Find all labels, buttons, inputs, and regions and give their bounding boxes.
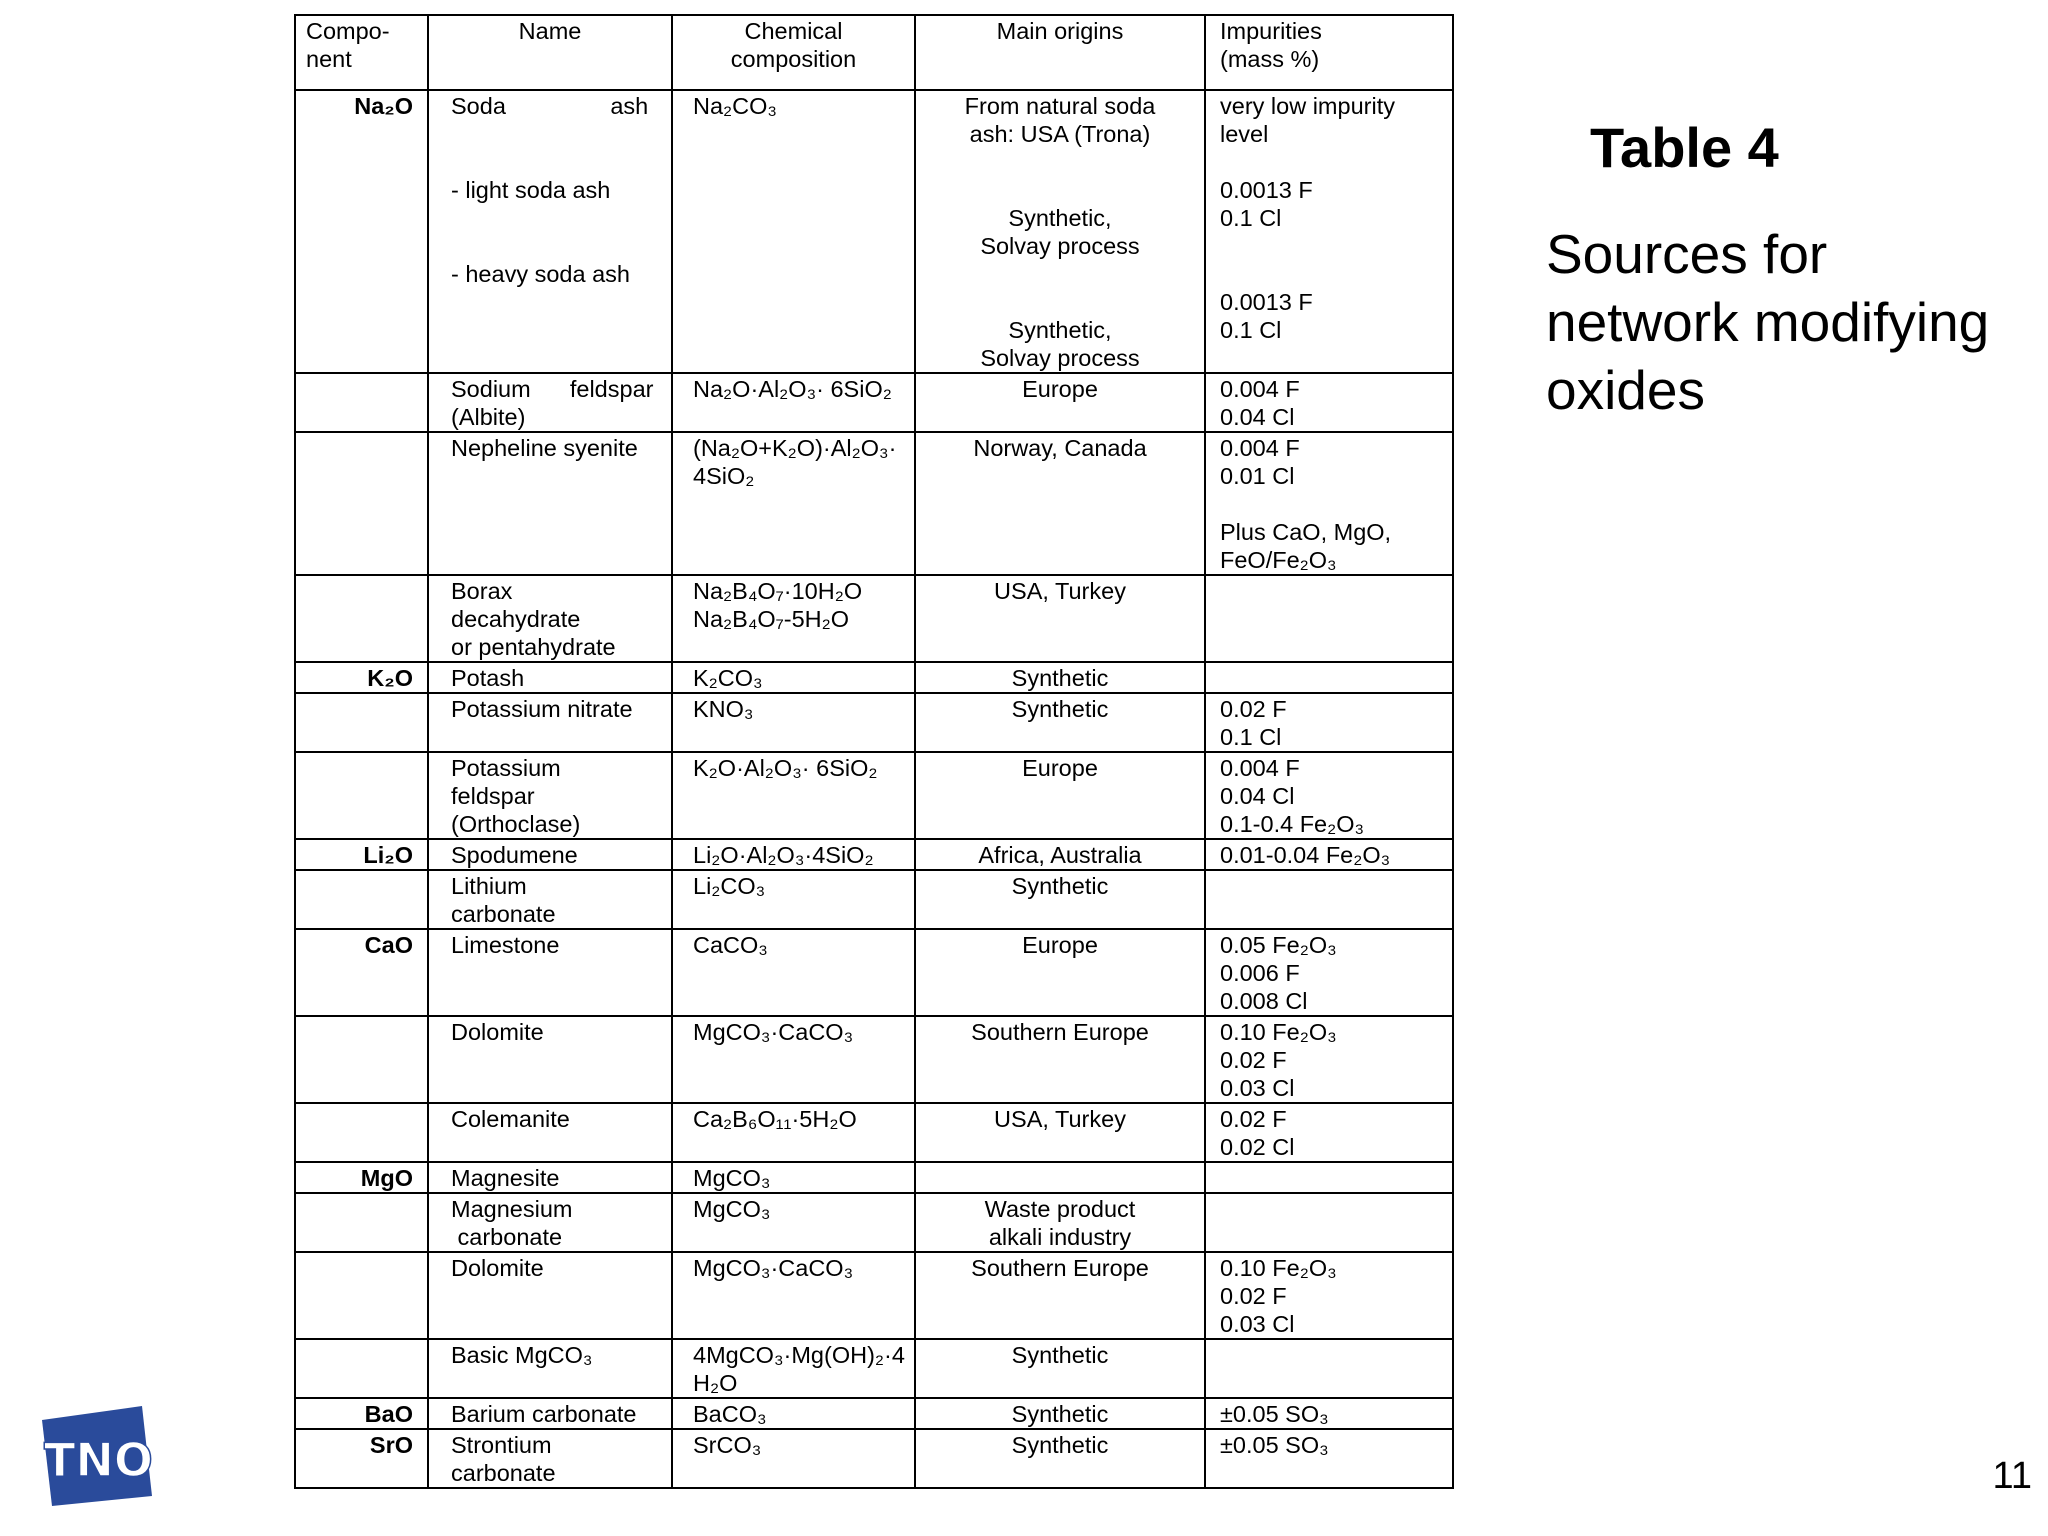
cell-line: very low impurity bbox=[1220, 93, 1395, 119]
cell-line: MgCO₃·CaCO₃ bbox=[693, 1019, 854, 1045]
cell-line: Ca₂B₆O₁₁·5H₂O bbox=[693, 1106, 857, 1132]
cell-line: or pentahydrate bbox=[451, 634, 616, 660]
origins-cell bbox=[915, 373, 1205, 432]
component-cell bbox=[295, 373, 428, 432]
cell-line: (Na₂O+K₂O)·Al₂O₃· bbox=[693, 435, 897, 461]
origins-cell bbox=[915, 1252, 1205, 1339]
cell-line: Solvay process bbox=[980, 345, 1140, 371]
table-row bbox=[295, 1193, 1453, 1252]
table-row bbox=[295, 1162, 1453, 1193]
header-chemical-composition: Chemical composition bbox=[672, 15, 915, 90]
cell-line: carbonate bbox=[451, 1460, 556, 1486]
cell-line bbox=[451, 120, 661, 148]
cell-line: 0.01-0.04 Fe₂O₃ bbox=[1220, 842, 1391, 868]
origins-cell bbox=[915, 1193, 1205, 1252]
origins-cell bbox=[915, 662, 1205, 693]
cell-line: H₂O bbox=[693, 1370, 738, 1396]
cell-line: Basic MgCO₃ bbox=[451, 1342, 593, 1368]
impurities-cell bbox=[1205, 1252, 1453, 1339]
cell-line: 0.04 Cl bbox=[1220, 404, 1295, 430]
name-cell bbox=[428, 432, 672, 575]
cell-line: 0.04 Cl bbox=[1220, 783, 1295, 809]
cell-line: 0.1 Cl bbox=[1220, 205, 1282, 231]
cell-line: - heavy soda ash bbox=[451, 261, 630, 287]
component-cell bbox=[295, 1429, 428, 1488]
cell-line: 4SiO₂ bbox=[693, 463, 755, 489]
table-row bbox=[295, 575, 1453, 662]
cell-line bbox=[451, 232, 661, 260]
cell-line: 0.01 Cl bbox=[1220, 463, 1295, 489]
cell-line: carbonate bbox=[451, 1224, 563, 1250]
cell-line: - light soda ash bbox=[451, 177, 611, 203]
cell-line bbox=[1220, 490, 1442, 518]
name-cell bbox=[428, 1016, 672, 1103]
chemical-cell bbox=[672, 1429, 915, 1488]
table-row bbox=[295, 693, 1453, 752]
cell-line: 0.02 F bbox=[1220, 1047, 1287, 1073]
table-row bbox=[295, 1339, 1453, 1398]
cell-line: Dolomite bbox=[451, 1255, 544, 1281]
component-cell bbox=[295, 1398, 428, 1429]
cell-text: SrO bbox=[369, 1432, 413, 1458]
table-body bbox=[295, 90, 1453, 1488]
header-impurities: Impurities (mass %) bbox=[1205, 15, 1453, 90]
cell-line: Lithium bbox=[451, 873, 527, 899]
table-row bbox=[295, 662, 1453, 693]
table-row bbox=[295, 870, 1453, 929]
cell-line: Na₂O·Al₂O₃· 6SiO₂ bbox=[693, 376, 892, 402]
impurities-cell bbox=[1205, 1162, 1453, 1193]
cell-text: BaO bbox=[364, 1401, 413, 1427]
chemical-cell bbox=[672, 839, 915, 870]
table-row bbox=[295, 1016, 1453, 1103]
cell-line: Synthetic bbox=[1011, 1432, 1109, 1458]
cell-line: Na₂B₄O₇-5H₂O bbox=[693, 606, 850, 632]
cell-line: Synthetic, bbox=[1008, 205, 1112, 231]
chemical-cell bbox=[672, 575, 915, 662]
cell-line: 4MgCO₃·Mg(OH)₂·4 bbox=[693, 1342, 905, 1368]
cell-line bbox=[1220, 232, 1442, 260]
cell-line bbox=[451, 204, 661, 232]
name-cell bbox=[428, 1398, 672, 1429]
cell-line: Southern Europe bbox=[971, 1255, 1149, 1281]
impurities-cell bbox=[1205, 575, 1453, 662]
table-row bbox=[295, 90, 1453, 373]
table-row bbox=[295, 752, 1453, 839]
cell-line: MgCO₃ bbox=[693, 1165, 771, 1191]
cell-line: Spodumene bbox=[451, 842, 578, 868]
chemical-cell bbox=[672, 1339, 915, 1398]
cell-line: Magnesium bbox=[451, 1196, 573, 1222]
impurities-cell bbox=[1205, 693, 1453, 752]
impurities-cell bbox=[1205, 929, 1453, 1016]
cell-line: SrCO₃ bbox=[693, 1432, 762, 1458]
table-row bbox=[295, 1429, 1453, 1488]
cell-line: alkali industry bbox=[988, 1224, 1132, 1250]
name-cell bbox=[428, 693, 672, 752]
table-row bbox=[295, 1252, 1453, 1339]
cell-line: feldspar bbox=[451, 783, 535, 809]
cell-line: K₂O·Al₂O₃· 6SiO₂ bbox=[693, 755, 878, 781]
cell-line: 0.10 Fe₂O₃ bbox=[1220, 1255, 1337, 1281]
chemical-cell bbox=[672, 929, 915, 1016]
cell-line: 0.02 F bbox=[1220, 1283, 1287, 1309]
cell-line: USA, Turkey bbox=[994, 578, 1126, 604]
header-component: Compo- nent bbox=[295, 15, 428, 90]
sources-table bbox=[294, 14, 1454, 1489]
component-cell bbox=[295, 870, 428, 929]
header-name: Name bbox=[428, 15, 672, 90]
cell-text: MgO bbox=[360, 1165, 413, 1191]
page-number: 11 bbox=[1992, 1455, 2032, 1497]
component-cell bbox=[295, 752, 428, 839]
cell-line: Na₂CO₃ bbox=[693, 93, 777, 119]
origins-cell bbox=[915, 870, 1205, 929]
component-cell bbox=[295, 90, 428, 373]
cell-line: Synthetic, bbox=[1008, 317, 1112, 343]
chemical-cell bbox=[672, 870, 915, 929]
origins-cell bbox=[915, 432, 1205, 575]
cell-line: carbonate bbox=[451, 901, 556, 927]
cell-line: 0.02 F bbox=[1220, 696, 1287, 722]
impurities-cell bbox=[1205, 1429, 1453, 1488]
cell-line: 0.1 Cl bbox=[1220, 317, 1282, 343]
chemical-cell bbox=[672, 1252, 915, 1339]
cell-line: 0.006 F bbox=[1220, 960, 1300, 986]
chemical-cell bbox=[672, 1103, 915, 1162]
cell-line bbox=[1220, 148, 1442, 176]
impurities-cell bbox=[1205, 432, 1453, 575]
component-cell bbox=[295, 432, 428, 575]
cell-line: 0.05 Fe₂O₃ bbox=[1220, 932, 1337, 958]
chemical-cell bbox=[672, 432, 915, 575]
name-cell bbox=[428, 1429, 672, 1488]
cell-line: ash: USA (Trona) bbox=[969, 121, 1151, 147]
component-cell bbox=[295, 1193, 428, 1252]
component-cell bbox=[295, 929, 428, 1016]
chemical-cell bbox=[672, 693, 915, 752]
cell-line: Synthetic bbox=[1011, 665, 1109, 691]
name-cell bbox=[428, 1339, 672, 1398]
origins-cell bbox=[915, 90, 1205, 373]
slide-subtitle: Sources for network modifying oxides bbox=[1546, 223, 1990, 421]
cell-line: 0.008 Cl bbox=[1220, 988, 1308, 1014]
cell-line: Solvay process bbox=[980, 233, 1140, 259]
cell-line: 0.1-0.4 Fe₂O₃ bbox=[1220, 811, 1365, 837]
cell-line: Strontium bbox=[451, 1432, 552, 1458]
name-cell bbox=[428, 1252, 672, 1339]
table-row bbox=[295, 1398, 1453, 1429]
cell-line: Na₂B₄O₇·10H₂O bbox=[693, 578, 863, 604]
cell-line: FeO/Fe₂O₃ bbox=[1220, 547, 1337, 573]
cell-line bbox=[926, 260, 1194, 288]
cell-line: Potassium nitrate bbox=[451, 696, 633, 722]
cell-line: From natural soda bbox=[964, 93, 1156, 119]
cell-line: Europe bbox=[1022, 755, 1098, 781]
origins-cell bbox=[915, 693, 1205, 752]
component-cell bbox=[295, 1103, 428, 1162]
cell-line: Waste product bbox=[984, 1196, 1136, 1222]
chemical-cell bbox=[672, 1016, 915, 1103]
name-cell bbox=[428, 1193, 672, 1252]
origins-cell bbox=[915, 929, 1205, 1016]
cell-line: Synthetic bbox=[1011, 696, 1109, 722]
cell-line bbox=[926, 176, 1194, 204]
cell-line: Colemanite bbox=[451, 1106, 570, 1132]
table-row bbox=[295, 1103, 1453, 1162]
component-cell bbox=[295, 1016, 428, 1103]
cell-text: Na₂O bbox=[354, 93, 413, 119]
name-cell bbox=[428, 1162, 672, 1193]
origins-cell bbox=[915, 1429, 1205, 1488]
cell-line: MgCO₃·CaCO₃ bbox=[693, 1255, 854, 1281]
name-cell bbox=[428, 662, 672, 693]
cell-line: KNO₃ bbox=[693, 696, 754, 722]
cell-text: K₂O bbox=[367, 665, 413, 691]
name-cell bbox=[428, 575, 672, 662]
cell-line: K₂CO₃ bbox=[693, 665, 763, 691]
origins-cell bbox=[915, 575, 1205, 662]
impurities-cell bbox=[1205, 870, 1453, 929]
impurities-cell bbox=[1205, 90, 1453, 373]
cell-line bbox=[451, 148, 661, 176]
cell-line: 0.02 Cl bbox=[1220, 1134, 1295, 1160]
chemical-cell bbox=[672, 373, 915, 432]
cell-line: Barium carbonate bbox=[451, 1401, 637, 1427]
origins-cell bbox=[915, 839, 1205, 870]
chemical-cell bbox=[672, 662, 915, 693]
cell-line: Europe bbox=[1022, 376, 1098, 402]
table-header-row bbox=[295, 15, 1453, 90]
table-row bbox=[295, 929, 1453, 1016]
cell-line: Africa, Australia bbox=[978, 842, 1142, 868]
cell-line: Dolomite bbox=[451, 1019, 544, 1045]
component-cell bbox=[295, 839, 428, 870]
cell-line: Sodium feldspar bbox=[451, 376, 654, 402]
cell-line: level bbox=[1220, 121, 1269, 147]
cell-line: ±0.05 SO₃ bbox=[1220, 1401, 1329, 1427]
chemical-cell bbox=[672, 1162, 915, 1193]
cell-line: 0.10 Fe₂O₃ bbox=[1220, 1019, 1337, 1045]
cell-line: 0.0013 F bbox=[1220, 289, 1313, 315]
tno-logo bbox=[30, 1398, 160, 1508]
cell-line: 0.03 Cl bbox=[1220, 1075, 1295, 1101]
name-cell bbox=[428, 870, 672, 929]
component-cell bbox=[295, 1252, 428, 1339]
cell-line: CaCO₃ bbox=[693, 932, 768, 958]
impurities-cell bbox=[1205, 1016, 1453, 1103]
name-cell bbox=[428, 90, 672, 373]
cell-line: (Orthoclase) bbox=[451, 811, 581, 837]
component-cell bbox=[295, 1339, 428, 1398]
cell-line: Norway, Canada bbox=[973, 435, 1147, 461]
origins-cell bbox=[915, 1016, 1205, 1103]
cell-line: Borax decahydrate bbox=[451, 578, 581, 632]
cell-line: Soda ash bbox=[451, 93, 649, 119]
table-row bbox=[295, 839, 1453, 870]
origins-cell bbox=[915, 1162, 1205, 1193]
chemical-cell bbox=[672, 1193, 915, 1252]
cell-text: CaO bbox=[364, 932, 413, 958]
table-row bbox=[295, 432, 1453, 575]
cell-line: 0.004 F bbox=[1220, 376, 1300, 402]
slide-title: Table 4 bbox=[1590, 116, 1779, 179]
cell-line: Synthetic bbox=[1011, 1342, 1109, 1368]
component-cell bbox=[295, 693, 428, 752]
name-cell bbox=[428, 752, 672, 839]
cell-line bbox=[1220, 260, 1442, 288]
cell-line: Magnesite bbox=[451, 1165, 560, 1191]
name-cell bbox=[428, 373, 672, 432]
component-cell bbox=[295, 575, 428, 662]
component-cell bbox=[295, 662, 428, 693]
header-main-origins: Main origins bbox=[915, 15, 1205, 90]
cell-line: USA, Turkey bbox=[994, 1106, 1126, 1132]
name-cell bbox=[428, 1103, 672, 1162]
impurities-cell bbox=[1205, 1398, 1453, 1429]
impurities-cell bbox=[1205, 839, 1453, 870]
origins-cell bbox=[915, 1339, 1205, 1398]
name-cell bbox=[428, 929, 672, 1016]
cell-line: Limestone bbox=[451, 932, 560, 958]
cell-line: Li₂O·Al₂O₃·4SiO₂ bbox=[693, 842, 874, 868]
cell-line: 0.02 F bbox=[1220, 1106, 1287, 1132]
chemical-cell bbox=[672, 90, 915, 373]
cell-line: Potassium bbox=[451, 755, 561, 781]
cell-line: Plus CaO, MgO, bbox=[1220, 519, 1392, 545]
impurities-cell bbox=[1205, 373, 1453, 432]
impurities-cell bbox=[1205, 1339, 1453, 1398]
cell-line: ±0.05 SO₃ bbox=[1220, 1432, 1329, 1458]
cell-line: 0.1 Cl bbox=[1220, 724, 1282, 750]
cell-line: 0.0013 F bbox=[1220, 177, 1313, 203]
cell-line bbox=[926, 288, 1194, 316]
chemical-cell bbox=[672, 1398, 915, 1429]
chemical-cell bbox=[672, 752, 915, 839]
logo-mark bbox=[42, 1406, 153, 1506]
cell-line: Nepheline syenite bbox=[451, 435, 638, 461]
cell-line: 0.004 F bbox=[1220, 435, 1300, 461]
cell-line: BaCO₃ bbox=[693, 1401, 767, 1427]
cell-line: Synthetic bbox=[1011, 873, 1109, 899]
impurities-cell bbox=[1205, 1193, 1453, 1252]
table-row bbox=[295, 373, 1453, 432]
cell-line: MgCO₃ bbox=[693, 1196, 771, 1222]
cell-line: Li₂CO₃ bbox=[693, 873, 766, 899]
impurities-cell bbox=[1205, 752, 1453, 839]
origins-cell bbox=[915, 1103, 1205, 1162]
cell-line: 0.03 Cl bbox=[1220, 1311, 1295, 1337]
cell-line bbox=[926, 148, 1194, 176]
impurities-cell bbox=[1205, 1103, 1453, 1162]
cell-line: Europe bbox=[1022, 932, 1098, 958]
cell-line: Southern Europe bbox=[971, 1019, 1149, 1045]
origins-cell bbox=[915, 752, 1205, 839]
component-cell bbox=[295, 1162, 428, 1193]
svg-text:TNO: TNO bbox=[44, 1433, 153, 1487]
name-cell bbox=[428, 839, 672, 870]
impurities-cell bbox=[1205, 662, 1453, 693]
cell-line: Potash bbox=[451, 665, 525, 691]
cell-line: 0.004 F bbox=[1220, 755, 1300, 781]
cell-line: (Albite) bbox=[451, 404, 526, 430]
cell-line: Synthetic bbox=[1011, 1401, 1109, 1427]
cell-text: Li₂O bbox=[363, 842, 413, 868]
origins-cell bbox=[915, 1398, 1205, 1429]
